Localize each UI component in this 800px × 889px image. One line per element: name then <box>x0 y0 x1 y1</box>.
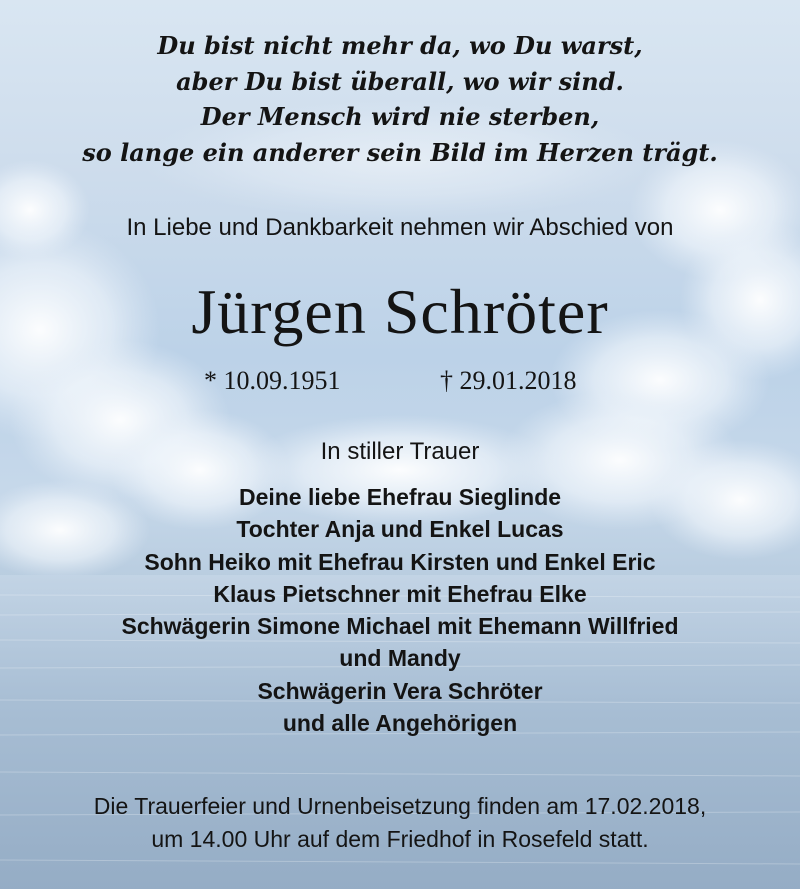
service-line: Die Trauerfeier und Urnenbeisetzung finden am 17.02.2018, <box>93 793 707 819</box>
mourner-entry: Schwägerin Vera Schröter <box>257 677 543 704</box>
quote-line: Der Mensch wird nie sterben, <box>200 102 600 131</box>
funeral-service-info <box>0 790 800 856</box>
quote-line: Du bist nicht mehr da, wo Du warst, <box>157 31 643 60</box>
birth-date: * 10.09.1951 <box>204 366 341 395</box>
mourner-entry: Klaus Pietschner mit Ehefrau Elke <box>213 580 587 607</box>
memorial-quote <box>0 28 800 170</box>
mourner-entry: und Mandy <box>339 645 461 672</box>
life-dates <box>0 363 800 399</box>
deceased-name: Jürgen Schröter <box>191 276 609 347</box>
mourners-list <box>0 481 800 739</box>
mourner-entry: Deine liebe Ehefrau Sieglinde <box>238 484 562 510</box>
service-line: um 14.00 Uhr auf dem Friedhof in Rosefeld statt. <box>151 826 649 852</box>
quote-line: so lange ein anderer sein Bild im Herzen trägt. <box>82 137 718 167</box>
mourner-entry: Sohn Heiko mit Ehefrau Kirsten und Enkel Eric <box>144 548 656 575</box>
mourner-entry: Schwägerin Simone Michael mit Ehemann Willfried <box>121 613 679 640</box>
quote-line: aber Du bist überall, wo wir sind. <box>176 66 624 96</box>
mourner-entry: Tochter Anja und Enkel Lucas <box>236 516 564 543</box>
farewell-intro: In Liebe und Dankbarkeit nehmen wir Abschied von <box>126 214 674 241</box>
death-date: † 29.01.2018 <box>440 366 577 395</box>
mourning-intro: In stiller Trauer <box>320 438 480 465</box>
mourner-entry: und alle Angehörigen <box>282 710 518 737</box>
